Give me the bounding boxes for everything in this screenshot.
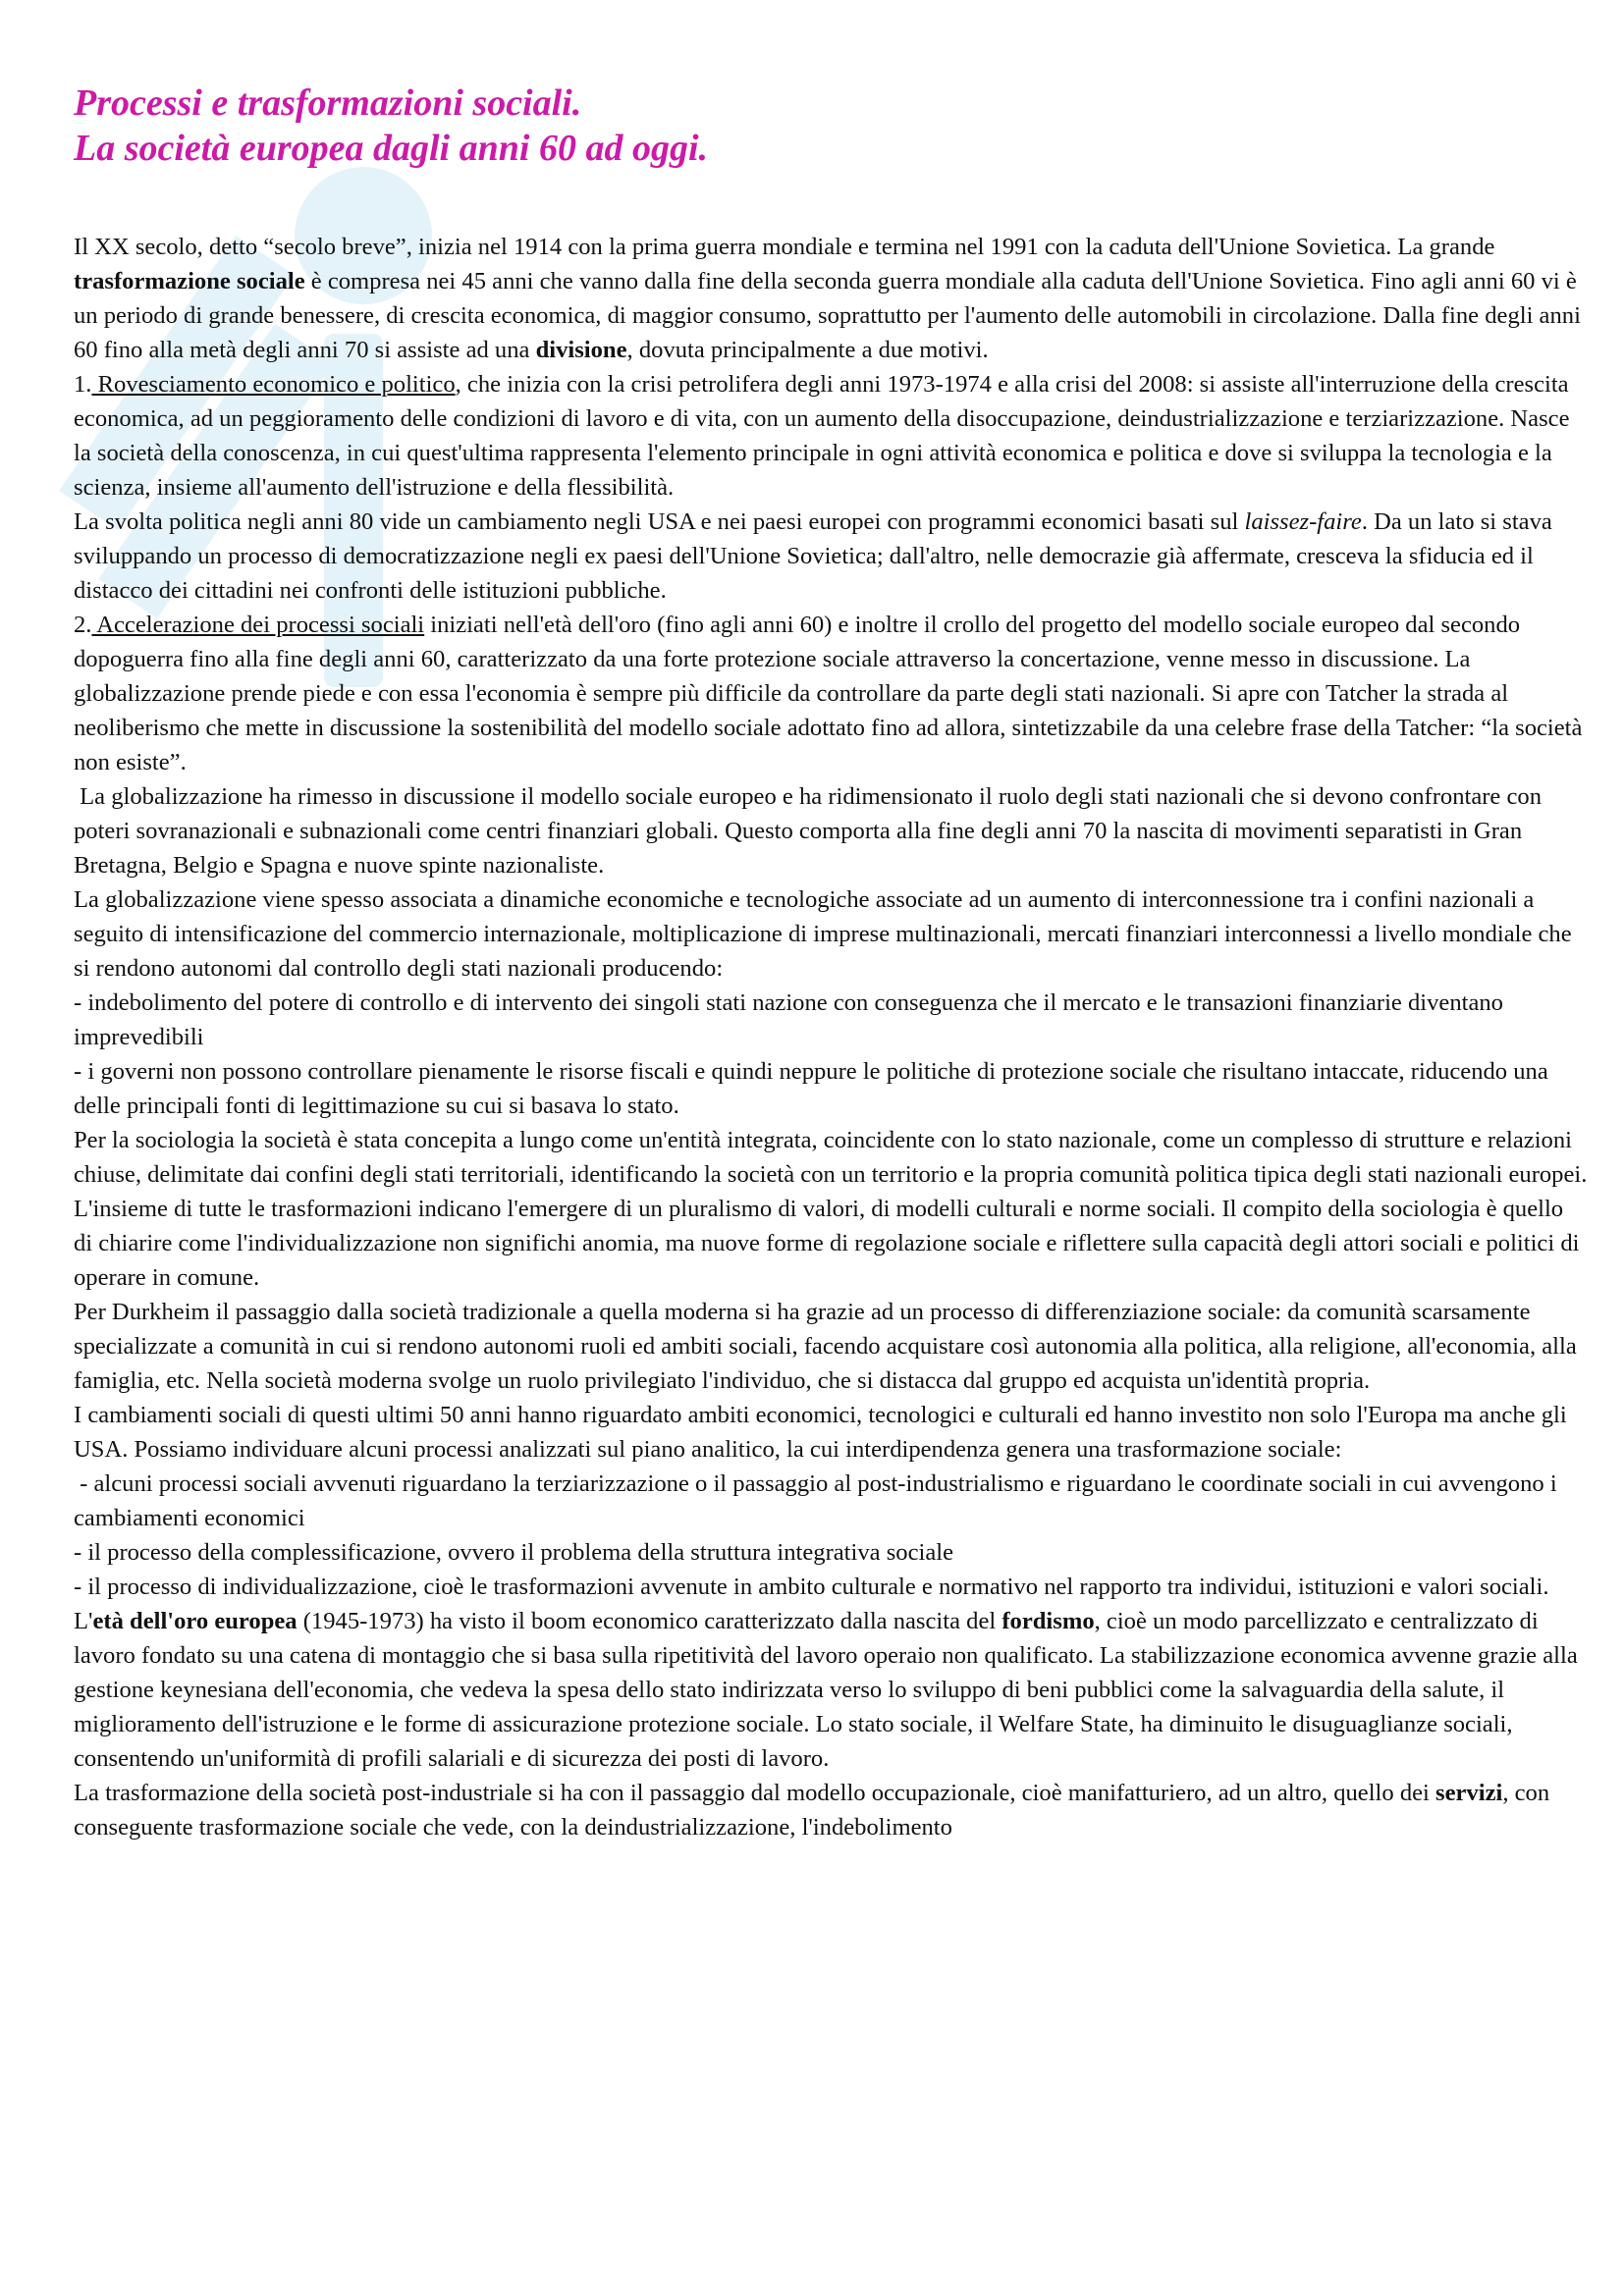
title-line-2: La società europea dagli anni 60 ad oggi. — [74, 128, 708, 169]
list-item: - alcuni processi sociali avvenuti riguardano la terziarizzazione o il passaggio al post-industrialismo e riguardano le coordinate sociali in cui avvengono i cambiamenti economici — [74, 1470, 1563, 1531]
list-item: - il processo di individualizzazione, cioè le trasformazioni avvenute in ambito culturale e normativo nel rapporto tra individui, istituzioni e valori sociali. — [74, 1574, 1549, 1600]
list-item: - il processo della complessificazione, ovvero il problema della struttura integrativa sociale — [74, 1539, 953, 1566]
document-body — [74, 230, 1588, 1844]
document-title — [74, 80, 1588, 171]
paragraph: La svolta politica negli anni 80 vide un cambiamento negli USA e nei paesi europei con programmi economici basati sul laissez-faire. Da un lato si stava sviluppando un processo di democratizzazione negli ex paesi dell'Unione Sovietica; dall'altro, nelle democrazie già affermate, cresceva la sfiducia ed il distacco dei cittadini nei confronti delle istituzioni pubbliche. — [74, 508, 1552, 604]
paragraph: La globalizzazione viene spesso associata a dinamiche economiche e tecnologiche associate ad un aumento di interconnessione tra i confini nazionali a seguito di intensificazione del commercio internazionale, moltiplicazione di imprese multinazionali, mercati finanziari interconnessi a livello mondiale che si rendono autonomi dal controllo degli stati nazionali producendo: — [74, 886, 1572, 982]
title-line-1: Processi e trasformazioni sociali. — [74, 82, 582, 124]
paragraph: La globalizzazione ha rimesso in discussione il modello sociale europeo e ha ridimensionato il ruolo degli stati nazionali che si devono confrontare con poteri sovranazionali e subnazionali come centri finanziari globali. Questo comporta alla fine degli anni 70 la nascita di movimenti separatisti in Gran Bretagna, Belgio e Spagna e nuove spinte nazionaliste. — [74, 783, 1548, 879]
paragraph: La trasformazione della società post-industriale si ha con il passaggio dal modello occupazionale, cioè manifatturiero, ad un altro, quello dei servizi, con conseguente trasformazione sociale che vede, con la deindustrializzazione, l'indebolimento — [74, 1780, 1550, 1841]
paragraph-point-1: 1. Rovesciamento economico e politico, che inizia con la crisi petrolifera degli anni 1973-1974 e alla crisi del 2008: si assiste all'interruzione della crescita economica, ad un peggioramento delle condizioni di lavoro e di vita, con un aumento della disoccupazione, deindustrializzazione e terziarizzazione. Nasce la società della conoscenza, in cui quest'ultima rappresenta l'elemento principale in ogni attività economica e politica e dove si sviluppa la tecnologia e la scienza, insieme all'aumento dell'istruzione e della flessibilità. — [74, 371, 1570, 501]
paragraph: Il XX secolo, detto “secolo breve”, inizia nel 1914 con la prima guerra mondiale e termina nel 1991 con la caduta dell'Unione Sovietica. La grande trasformazione sociale è compresa nei 45 anni che vanno dalla fine della seconda guerra mondiale alla caduta dell'Unione Sovietica. Fino agli anni 60 vi è un periodo di grande benessere, di crescita economica, di maggior consumo, soprattutto per l'aumento delle automobili in circolazione. Dalla fine degli anni 60 fino alla metà degli anni 70 si assiste ad una divisione, dovuta principalmente a due motivi. — [74, 234, 1581, 363]
paragraph: Per Durkheim il passaggio dalla società tradizionale a quella moderna si ha grazie ad un processo di differenziazione sociale: da comunità scarsamente specializzate a comunità in cui si rendono autonomi ruoli ed ambiti sociali, facendo acquistare così autonomia alla politica, alla religione, all'economia, alla famiglia, etc. Nella società moderna svolge un ruolo privilegiato l'individuo, che si distacca dal gruppo ed acquista un'identità propria. — [74, 1299, 1577, 1394]
paragraph: Per la sociologia la società è stata concepita a lungo come un'entità integrata, coincidente con lo stato nazionale, come un complesso di strutture e relazioni chiuse, delimitate dai confini degli stati territoriali, identificando la società con un territorio e la propria comunità politica tipica degli stati nazionali europei. L'insieme di tutte le trasformazioni indicano l'emergere di un pluralismo di valori, di modelli culturali e norme sociali. Il compito della sociologia è quello di chiarire come l'individualizzazione non significhi anomia, ma nuove forme di regolazione sociale e riflettere sulla capacità degli attori sociali e politici di operare in comune. — [74, 1127, 1588, 1291]
paragraph: L'età dell'oro europea (1945-1973) ha visto il boom economico caratterizzato dalla nascita del fordismo, cioè un modo parcellizzato e centralizzato di lavoro fondato su una catena di montaggio che si basa sulla ripetitività del lavoro operaio non qualificato. La stabilizzazione economica avvenne grazie alla gestione keynesiana dell'economia, che vedeva la spesa dello stato indirizzata verso lo sviluppo di beni pubblici come la salvaguardia della salute, il miglioramento dell'istruzione e le forme di assicurazione protezione sociale. Lo stato sociale, il Welfare State, ha diminuito le disuguaglianze sociali, consentendo un'uniformità di profili salariali e di sicurezza dei posti di lavoro. — [74, 1608, 1578, 1772]
paragraph: I cambiamenti sociali di questi ultimi 50 anni hanno riguardato ambiti economici, tecnologici e culturali ed hanno investito non solo l'Europa ma anche gli USA. Possiamo individuare alcuni processi analizzati sul piano analitico, la cui interdipendenza genera una trasformazione sociale: — [74, 1402, 1567, 1463]
list-item: - indebolimento del potere di controllo e di intervento dei singoli stati nazione con conseguenza che il mercato e le transazioni finanziarie diventano imprevedibili — [74, 989, 1503, 1050]
document-page — [74, 80, 1588, 1844]
paragraph-point-2: 2. Accelerazione dei processi sociali iniziati nell'età dell'oro (fino agli anni 60) e inoltre il crollo del progetto del modello sociale europeo dal secondo dopoguerra fino alla fine degli anni 60, caratterizzato da una forte protezione sociale attraverso la concertazione, venne messo in discussione. La globalizzazione prende piede e con essa l'economia è sempre più difficile da controllare da parte degli stati nazionali. Si apre con Tatcher la strada al neoliberismo che mette in discussione la sostenibilità del modello sociale adottato fino ad allora, sintetizzabile da una celebre frase della Tatcher: “la società non esiste”. — [74, 612, 1583, 775]
list-item: - i governi non possono controllare pienamente le risorse fiscali e quindi neppure le politiche di protezione sociale che risultano intaccate, riducendo una delle principali fonti di legittimazione su cui si basava lo stato. — [74, 1058, 1548, 1119]
